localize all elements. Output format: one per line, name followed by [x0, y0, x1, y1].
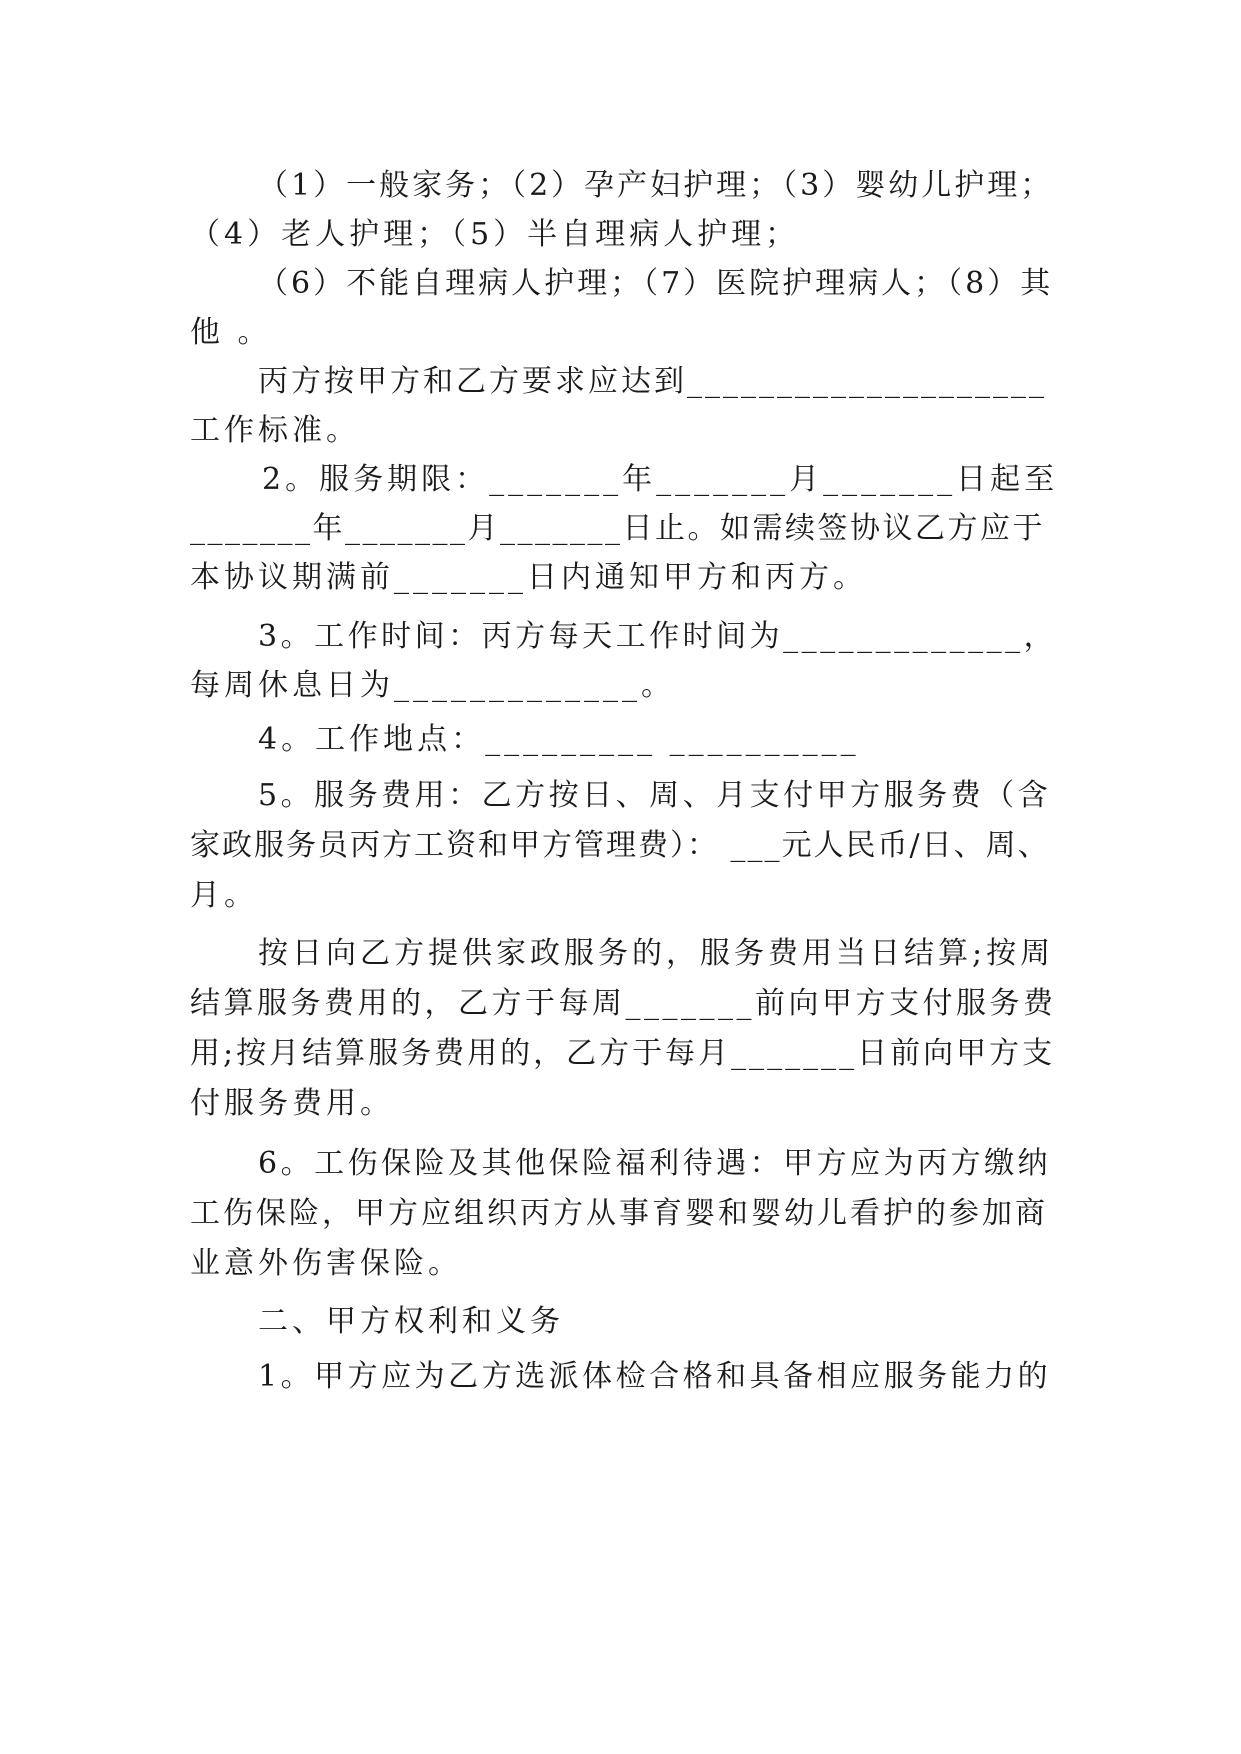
text-line-insurance-2: 工伤保险，甲方应组织丙方从事育婴和婴幼儿看护的参加商	[190, 1196, 1048, 1231]
text-line-service-fee-3: 月。	[190, 878, 258, 913]
text-line-settlement-4: 付服务费用。	[190, 1086, 394, 1121]
text-line-work-standard-2: 工作标准。	[190, 413, 360, 448]
text-line-service-types-2: （4）老人护理；（5）半自理病人护理；	[190, 217, 800, 252]
text-line-work-hours-1: 3。工作时间：丙方每天工作时间为_____________，	[258, 619, 1058, 654]
text-line-service-period-1: 2。服务期限：_______年_______月_______日起至	[262, 462, 1059, 497]
text-line-service-types-1: （1）一般家务；（2）孕产妇护理；（3）婴幼儿护理；	[258, 168, 1054, 203]
text-line-settlement-2: 结算服务费用的，乙方于每周_______前向甲方支付服务费	[190, 986, 1057, 1021]
text-line-insurance-1: 6。工伤保险及其他保险福利待遇：甲方应为丙方缴纳	[258, 1146, 1052, 1181]
section-heading-party-a-rights: 二、甲方权利和义务	[258, 1304, 564, 1339]
text-line-service-period-2: _______年_______月_______日止。如需续签协议乙方应于	[190, 511, 1045, 546]
text-line-settlement-3: 用;按月结算服务费用的，乙方于每月_______日前向甲方支	[190, 1036, 1056, 1071]
text-line-service-fee-1: 5。服务费用：乙方按日、周、月支付甲方服务费（含	[258, 778, 1052, 813]
text-line-work-standard-1: 丙方按甲方和乙方要求应达到____________________	[258, 364, 1047, 399]
text-line-service-period-3: 本协议期满前_______日内通知甲方和丙方。	[190, 560, 867, 595]
text-line-party-a-duty-1: 1。甲方应为乙方选派体检合格和具备相应服务能力的	[258, 1359, 1052, 1394]
text-line-service-types-3: （6）不能自理病人护理；（7）医院护理病人；（8）其	[258, 266, 1054, 301]
text-line-work-location: 4。工作地点：_________ __________	[258, 722, 860, 757]
text-line-work-hours-2: 每周休息日为_____________。	[190, 668, 675, 703]
text-line-service-fee-2: 家政服务员丙方工资和甲方管理费）： ___元人民币/日、周、	[190, 828, 1050, 863]
text-line-insurance-3: 业意外伤害保险。	[190, 1246, 462, 1281]
text-line-service-types-4: 他 。	[190, 315, 272, 350]
text-line-settlement-1: 按日向乙方提供家政服务的，服务费用当日结算;按周	[258, 936, 1055, 971]
